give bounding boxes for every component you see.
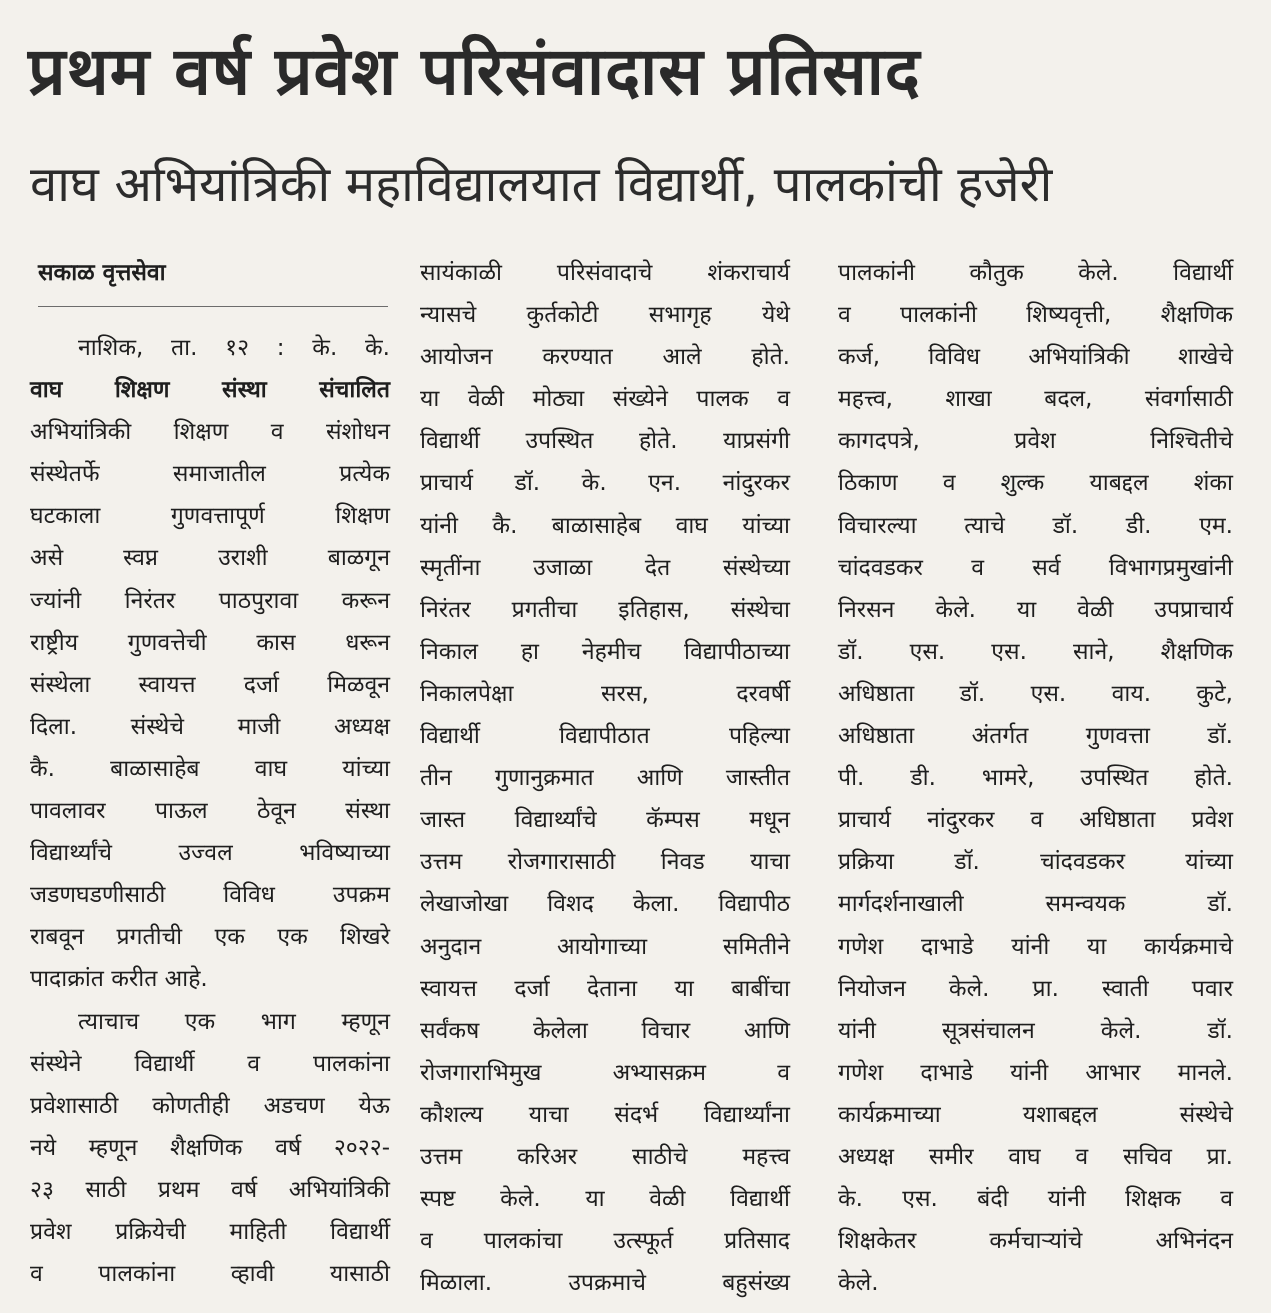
text-line: न्यासचे कुर्तकोटी सभागृह येथे bbox=[420, 302, 790, 329]
text-line: प्रवेशासाठी कोणतीही अडचण येऊ bbox=[30, 1092, 390, 1119]
text-line: प्रक्रिया डॉ. चांदवडकर यांच्या bbox=[838, 849, 1233, 876]
text-line: शिक्षकेतर कर्मचाऱ्यांचे अभिनंदन bbox=[838, 1228, 1233, 1255]
text-line: संस्थेला स्वायत्त दर्जा मिळवून bbox=[30, 671, 390, 698]
text-line: या वेळी मोठ्या संख्येने पालक व bbox=[420, 386, 790, 413]
article-column-3 bbox=[838, 252, 1233, 1304]
text-line: केले. bbox=[838, 1270, 879, 1297]
text-line: त्याचाच एक भाग म्हणून bbox=[78, 1008, 390, 1035]
text-line: निकालपेक्षा सरस, दरवर्षी bbox=[420, 680, 790, 707]
text-line: आयोजन करण्यात आले होते. bbox=[420, 344, 790, 371]
text-line: दिला. संस्थेचे माजी अध्यक्ष bbox=[30, 713, 390, 740]
text-line: कार्यक्रमाच्या यशाबद्दल संस्थेचे bbox=[838, 1101, 1233, 1128]
text-line: यांनी सूत्रसंचालन केले. डॉ. bbox=[838, 1017, 1233, 1044]
text-line: विद्यार्थी उपस्थित होते. याप्रसंगी bbox=[420, 428, 790, 455]
text-line: अध्यक्ष समीर वाघ व सचिव प्रा. bbox=[838, 1143, 1233, 1170]
text-line: सायंकाळी परिसंवादाचे शंकराचार्य bbox=[420, 260, 790, 286]
text-line: असे स्वप्न उराशी बाळगून bbox=[30, 545, 390, 572]
text-line: उत्तम रोजगारासाठी निवड याचा bbox=[420, 849, 790, 876]
text-line: स्पष्ट केले. या वेळी विद्यार्थी bbox=[420, 1186, 790, 1213]
text-line: प्रवेश प्रक्रियेची माहिती विद्यार्थी bbox=[30, 1218, 390, 1245]
byline: सकाळ वृत्तसेवा bbox=[38, 260, 166, 286]
text-line: ज्यांनी निरंतर पाठपुरावा करून bbox=[30, 587, 390, 614]
text-line: गणेश दाभाडे यांनी आभार मानले. bbox=[838, 1059, 1233, 1086]
text-line: लेखाजोखा विशद केला. विद्यापीठ bbox=[420, 891, 790, 918]
text-line: महत्त्व, शाखा बदल, संवर्गासाठी bbox=[838, 386, 1233, 413]
text-line: चांदवडकर व सर्व विभागप्रमुखांनी bbox=[838, 554, 1233, 581]
text-line: कर्ज, विविध अभियांत्रिकी शाखेचे bbox=[838, 344, 1233, 371]
text-line: अधिष्ठाता अंतर्गत गुणवत्ता डॉ. bbox=[838, 723, 1233, 750]
text-line: राबवून प्रगतीची एक एक शिखरे bbox=[30, 924, 390, 951]
text-line: स्मृतींना उजाळा देत संस्थेच्या bbox=[420, 554, 790, 581]
text-line: अभियांत्रिकी शिक्षण व संशोधन bbox=[30, 419, 390, 446]
article-column-1 bbox=[30, 252, 390, 1295]
text-line: उत्तम करिअर साठीचे महत्त्व bbox=[420, 1143, 790, 1170]
text-line: निकाल हा नेहमीच विद्यापीठाच्या bbox=[420, 638, 790, 665]
text-line: नये म्हणून शैक्षणिक वर्ष २०२२- bbox=[30, 1134, 390, 1161]
text-line: ठिकाण व शुल्क याबद्दल शंका bbox=[838, 470, 1233, 497]
text-line: निरसन केले. या वेळी उपप्राचार्य bbox=[838, 596, 1233, 623]
text-line: वाघ शिक्षण संस्था संचालित bbox=[30, 377, 390, 404]
text-line: नाशिक, ता. १२ : के. के. bbox=[78, 335, 390, 361]
text-line: २३ साठी प्रथम वर्ष अभियांत्रिकी bbox=[30, 1176, 390, 1203]
text-line: जडणघडणीसाठी विविध उपक्रम bbox=[30, 882, 390, 909]
text-line: सर्वंकष केलेला विचार आणि bbox=[420, 1017, 790, 1044]
text-line: पावलावर पाऊल ठेवून संस्था bbox=[30, 798, 390, 825]
text-line: प्राचार्य डॉ. के. एन. नांदुरकर bbox=[420, 470, 790, 497]
text-line: तीन गुणानुक्रमात आणि जास्तीत bbox=[420, 765, 790, 792]
text-line: यांनी कै. बाळासाहेब वाघ यांच्या bbox=[420, 512, 790, 539]
text-line: व पालकांनी शिष्यवृत्ती, शैक्षणिक bbox=[838, 302, 1233, 329]
byline-divider bbox=[38, 306, 388, 307]
text-line: नियोजन केले. प्रा. स्वाती पवार bbox=[838, 975, 1233, 1002]
text-line: विचारल्या त्याचे डॉ. डी. एम. bbox=[838, 512, 1233, 539]
text-line: कै. बाळासाहेब वाघ यांच्या bbox=[30, 755, 390, 782]
text-line: व पालकांना व्हावी यासाठी bbox=[30, 1261, 390, 1288]
text-line: रोजगाराभिमुख अभ्यासक्रम व bbox=[420, 1059, 790, 1086]
text-line: जास्त विद्यार्थ्यांचे कॅम्पस मधून bbox=[420, 807, 790, 834]
text-line: गणेश दाभाडे यांनी या कार्यक्रमाचे bbox=[838, 933, 1233, 960]
text-line: मिळाला. उपक्रमाचे बहुसंख्य bbox=[420, 1270, 790, 1297]
text-line: मार्गदर्शनाखाली समन्वयक डॉ. bbox=[838, 891, 1233, 918]
text-line: डॉ. एस. एस. साने, शैक्षणिक bbox=[838, 638, 1233, 665]
subheadline: वाघ अभियांत्रिकी महाविद्यालयात विद्यार्थी, पालकांची हजेरी bbox=[30, 156, 1053, 213]
text-line: प्राचार्य नांदुरकर व अधिष्ठाता प्रवेश bbox=[838, 807, 1233, 834]
text-line: अधिष्ठाता डॉ. एस. वाय. कुटे, bbox=[838, 680, 1233, 707]
text-line: संस्थेतर्फे समाजातील प्रत्येक bbox=[30, 461, 390, 488]
text-line: विद्यार्थ्यांचे उज्वल भविष्याच्या bbox=[30, 840, 390, 867]
text-line: पादाक्रांत करीत आहे. bbox=[30, 966, 208, 993]
text-line: अनुदान आयोगाच्या समितीने bbox=[420, 933, 790, 960]
text-line: स्वायत्त दर्जा देताना या बाबींचा bbox=[420, 975, 790, 1002]
text-line: कौशल्य याचा संदर्भ विद्यार्थ्यांना bbox=[420, 1101, 790, 1128]
text-line: के. एस. बंदी यांनी शिक्षक व bbox=[838, 1186, 1233, 1213]
text-line: व पालकांचा उत्स्फूर्त प्रतिसाद bbox=[420, 1228, 790, 1255]
text-line: राष्ट्रीय गुणवत्तेची कास धरून bbox=[30, 629, 390, 656]
text-line: घटकाला गुणवत्तापूर्ण शिक्षण bbox=[30, 503, 390, 530]
article-column-2 bbox=[420, 252, 790, 1304]
text-line: संस्थेने विद्यार्थी व पालकांना bbox=[30, 1050, 390, 1077]
headline: प्रथम वर्ष प्रवेश परिसंवादास प्रतिसाद bbox=[28, 33, 921, 110]
text-line: विद्यार्थी विद्यापीठात पहिल्या bbox=[420, 723, 790, 750]
text-line: निरंतर प्रगतीचा इतिहास, संस्थेचा bbox=[420, 596, 790, 623]
text-line: कागदपत्रे, प्रवेश निश्चितीचे bbox=[838, 428, 1233, 455]
text-line: पी. डी. भामरे, उपस्थित होते. bbox=[838, 765, 1233, 792]
text-line: पालकांनी कौतुक केले. विद्यार्थी bbox=[838, 260, 1233, 286]
